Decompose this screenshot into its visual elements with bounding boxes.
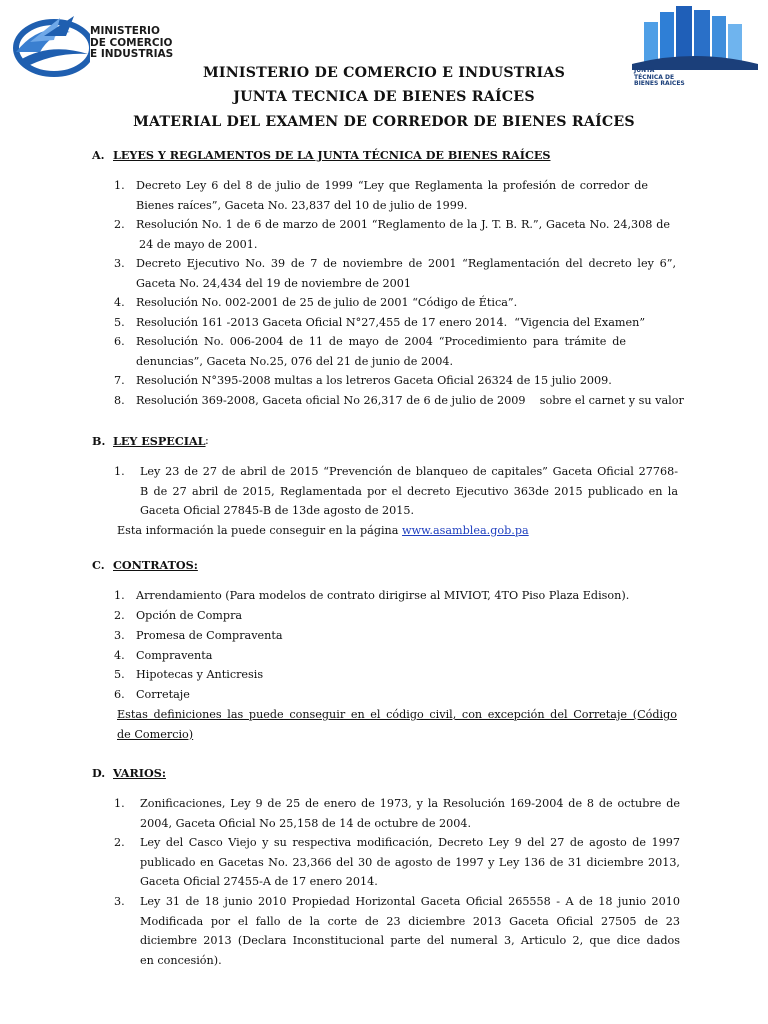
section-letter: B. <box>92 434 106 448</box>
section-b-note <box>117 521 529 541</box>
item-number: 8. <box>114 394 125 407</box>
section-label: VARIOS: <box>113 766 166 780</box>
item-line: Resolución N°395-2008 multas a los letreros Gaceta Oficial 26324 de 15 julio 2009. <box>136 374 612 387</box>
item-number: 1. <box>114 797 125 810</box>
item-number: 2. <box>114 836 125 849</box>
item-line: 24 de mayo de 2001. <box>139 237 258 251</box>
item-line: Bienes raíces”, Gaceta No. 23,837 del 10 de julio de 1999. <box>136 198 468 212</box>
item-number: 3. <box>114 895 125 908</box>
item-line: Gaceta Oficial 27845-B de 13de agosto de 2015. <box>140 504 415 517</box>
item-line: publicado en Gacetas No. 23,366 del 30 de agosto de 1997 y Ley 136 de 31 diciembre 2013, <box>140 855 680 869</box>
item-line: Corretaje <box>136 688 190 701</box>
item-number: 5. <box>114 668 125 681</box>
item-line: Arrendamiento (Para modelos de contrato dirigirse al MIVIOT, 4TO Piso Plaza Edison). <box>136 589 630 602</box>
item-number: 2. <box>114 609 125 622</box>
item-number: 5. <box>114 316 125 329</box>
item-line: 2004, Gaceta Oficial No 25,158 de 14 de octubre de 2004. <box>140 816 472 830</box>
section-c-note <box>117 705 677 744</box>
title-line-2: JUNTA TECNICA DE BIENES RAÍCES <box>233 89 535 105</box>
item-line: Resolución 369-2008, Gaceta oficial No 26,317 de 6 de julio de 2009 sobre el carnet y su valor <box>136 394 684 407</box>
item-line: diciembre 2013 (Declara Inconstitucional parte del numeral 3, Articulo 2, que dice dados <box>140 934 680 947</box>
item-line: Zonificaciones, Ley 9 de 25 de enero de 1973, y la Resolución 169-2004 de 8 de octubre de <box>140 797 680 810</box>
logo-right-line-1: JUNTA <box>634 67 655 74</box>
logo-left-line-1: MINISTERIO <box>90 25 160 37</box>
item-number: 1. <box>114 179 125 192</box>
item-line: Resolución No. 006-2004 de 11 de mayo de 2004 “Procedimiento para trámite de <box>136 335 626 348</box>
item-line: denuncias”, Gaceta No.25, 076 del 21 de junio de 2004. <box>136 354 454 368</box>
section-label: LEYES Y REGLAMENTOS DE LA JUNTA TÉCNICA DE BIENES RAÍCES <box>113 148 551 162</box>
item-line: Gaceta No. 24,434 del 19 de noviembre de 2001 <box>136 276 411 290</box>
section-letter: C. <box>92 558 105 572</box>
item-number: 2. <box>114 218 125 231</box>
item-number: 1. <box>114 465 125 478</box>
logo-left-line-2: DE COMERCIO <box>90 36 173 49</box>
item-line: Ley 23 de 27 de abril de 2015 “Prevención de blanqueo de capitales” Gaceta Oficial 27768- <box>140 465 678 478</box>
item-number: 6. <box>114 688 125 701</box>
buildings-icon <box>624 4 764 70</box>
item-line: Compraventa <box>136 649 213 662</box>
item-line: Decreto Ley 6 del 8 de julio de 1999 “Ley que Reglamenta la profesión de corredor de <box>136 179 648 192</box>
item-number: 1. <box>114 589 125 602</box>
item-number: 4. <box>114 296 125 309</box>
item-line: Hipotecas y Anticresis <box>136 668 264 681</box>
logo-right-line-3: BIENES RAICES <box>634 80 685 87</box>
section-label: LEY ESPECIAL <box>113 434 206 448</box>
item-line: Modificada por el fallo de la corte de 23 diciembre 2013 Gaceta Oficial 27505 de 23 <box>140 914 680 928</box>
item-number: 6. <box>114 335 125 348</box>
title-line-1: MINISTERIO DE COMERCIO E INDUSTRIAS <box>202 65 566 81</box>
item-line: Decreto Ejecutivo No. 39 de 7 de noviembre de 2001 “Reglamentación del decreto ley 6”, <box>136 257 676 270</box>
item-number: 4. <box>114 649 125 662</box>
item-number: 7. <box>114 374 125 387</box>
item-line: Ley 31 de 18 junio 2010 Propiedad Horizontal Gaceta Oficial 265558 - A de 18 junio 2010 <box>140 895 680 908</box>
item-number: 3. <box>114 257 125 270</box>
note-line: Estas definiciones las puede conseguir en el código civil, con excepción del Corretaje (Código <box>117 708 677 721</box>
section-letter: A. <box>92 148 105 162</box>
item-line: Opción de Compra <box>136 609 243 622</box>
logo-left-line-3: E INDUSTRIAS <box>90 48 174 60</box>
item-number: 3. <box>114 629 125 642</box>
title-line-3: MATERIAL DEL EXAMEN DE CORREDOR DE BIENES RAÍCES <box>133 114 635 130</box>
item-line: Resolución No. 1 de 6 de marzo de 2001 “Reglamento de la J. T. B. R.”, Gaceta No. 24,308 de <box>136 218 670 231</box>
item-line: Ley del Casco Viejo y su respectiva modificación, Decreto Ley 9 del 27 de agosto de 1997 <box>140 836 680 849</box>
item-line: B de 27 abril de 2015, Reglamentada por el decreto Ejecutivo 363de 2015 publicado en la <box>140 484 678 498</box>
logo-right-line-2: TÉCNICA DE <box>634 73 675 81</box>
item-line: Resolución No. 002-2001 de 25 de julio de 2001 “Código de Ética”. <box>136 296 518 309</box>
asamblea-link[interactable]: www.asamblea.gob.pa <box>402 524 529 537</box>
item-line: Resolución 161 -2013 Gaceta Oficial N°27,455 de 17 enero 2014. “Vigencia del Examen” <box>136 316 646 329</box>
section-label: CONTRATOS: <box>113 558 198 572</box>
section-suffix: : <box>205 434 209 447</box>
section-letter: D. <box>92 766 106 780</box>
item-line: en concesión). <box>140 953 222 967</box>
note-text: Esta información la puede conseguir en la página <box>117 524 402 537</box>
note-line: de Comercio) <box>117 727 194 741</box>
item-line: Promesa de Compraventa <box>136 629 283 642</box>
item-line: Gaceta Oficial 27455-A de 17 enero 2014. <box>140 875 378 888</box>
